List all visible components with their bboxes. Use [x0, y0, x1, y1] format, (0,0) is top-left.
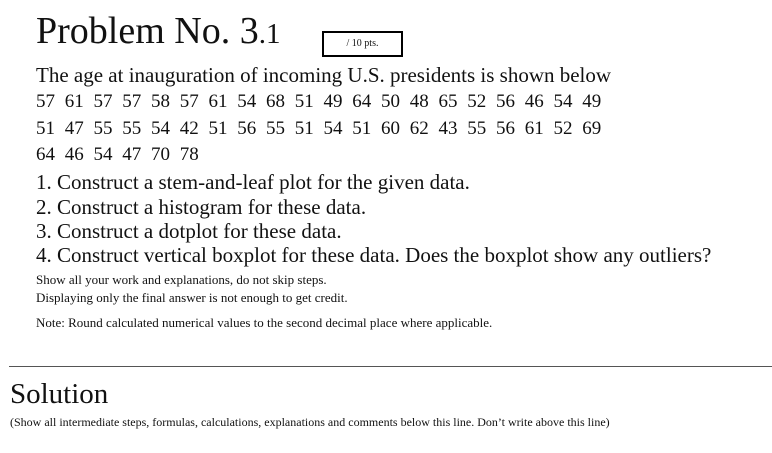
task-dotplot: 3. Construct a dotplot for these data. — [36, 219, 342, 243]
data-row-1: 57 61 57 57 58 57 61 54 68 51 49 64 50 48 65 52 56 46 54 49 — [36, 91, 602, 112]
data-row-3: 64 46 54 47 70 78 — [36, 144, 199, 165]
problem-title-text: Problem No. 3 — [36, 10, 259, 52]
solution-instructions: (Show all intermediate steps, formulas, calculations, explanations and comments below this line. Don’t write above this line) — [10, 415, 610, 429]
data-row-2: 51 47 55 55 54 42 51 56 55 51 54 51 60 62 43 55 56 61 52 69 — [36, 118, 602, 139]
problem-title — [36, 9, 280, 56]
instruction-credit: Displaying only the final answer is not enough to get credit. — [36, 290, 348, 305]
task-histogram: 2. Construct a histogram for these data. — [36, 195, 367, 219]
task-stem-and-leaf: 1. Construct a stem-and-leaf plot for the given data. — [36, 170, 470, 194]
problem-title-suffix: .1 — [258, 18, 281, 50]
instruction-show-work: Show all your work and explanations, do not skip steps. — [36, 272, 327, 287]
solution-title: Solution — [10, 378, 109, 410]
problem-intro: The age at inauguration of incoming U.S. presidents is shown below — [36, 63, 612, 87]
task-boxplot: 4. Construct vertical boxplot for these data. Does the boxplot show any outliers? — [36, 243, 712, 267]
points-box: / 10 pts. — [322, 31, 403, 57]
solution-divider — [9, 366, 772, 367]
instruction-rounding-note: Note: Round calculated numerical values to the second decimal place where applicable. — [36, 315, 493, 330]
